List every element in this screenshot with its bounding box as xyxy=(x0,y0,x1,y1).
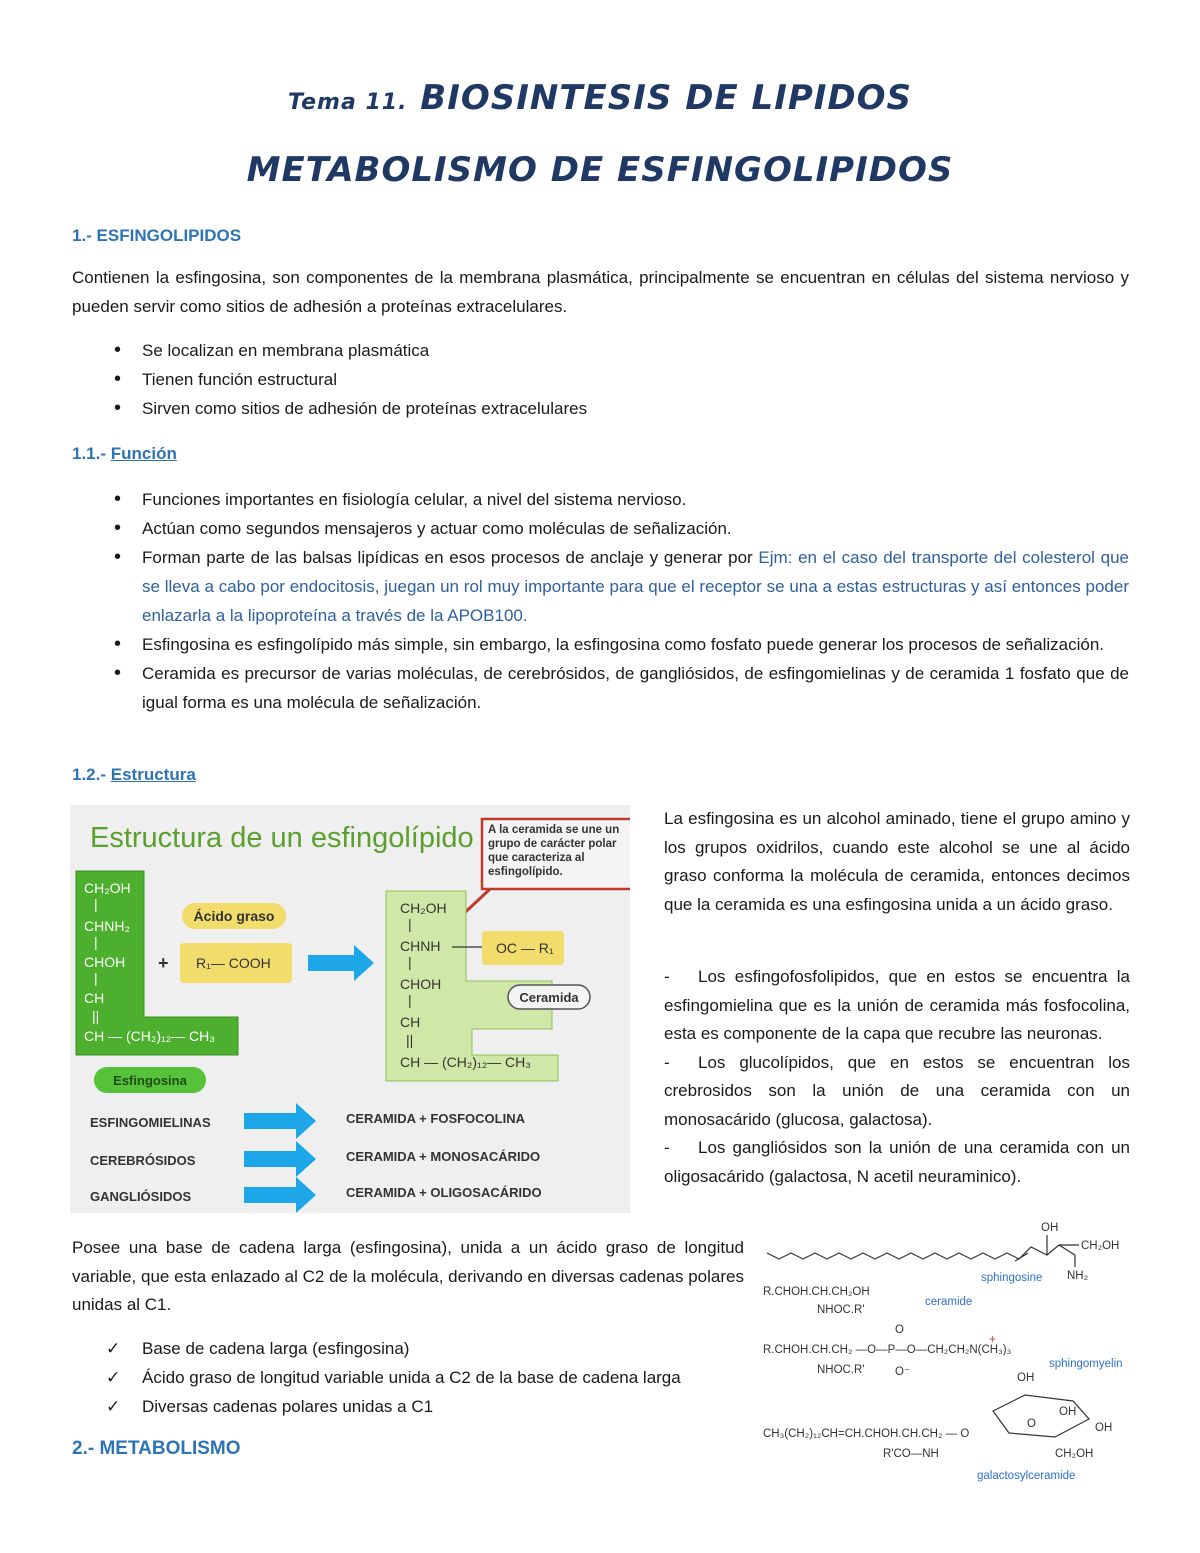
right-chain-chnh: CHNH xyxy=(400,938,441,954)
left-chain-chnh2: CHNH₂ xyxy=(84,918,130,934)
acid-formula: R₁— COOH xyxy=(196,955,271,971)
sphingolipid-diagram xyxy=(70,805,630,1213)
section-1-intro: Contienen la esfingosina, son componentes de la membrana plasmática, principalmente se encuentran en células del sistema nervioso y pueden servir como sitios de adhesión a proteínas extracelulares. xyxy=(72,268,1129,316)
section-title-link[interactable]: Función xyxy=(110,444,177,463)
gc-ring-o: O xyxy=(1027,1418,1036,1430)
left-chain-choh: CHOH xyxy=(84,954,126,970)
row-left: ESFINGOMIELINAS xyxy=(90,1115,211,1130)
row-arrow-icon xyxy=(244,1177,316,1213)
figure-title: Estructura de un esfingolípido xyxy=(90,822,474,854)
derivatives-table xyxy=(90,1111,542,1204)
ch2oh-label: CH₂OH xyxy=(1081,1240,1120,1252)
bond-line: | xyxy=(94,934,98,950)
right-chain-tail: CH — (CH₂)₁₂— CH₃ xyxy=(400,1054,531,1070)
plus-sign: + xyxy=(158,953,169,973)
row-right: CERAMIDA + MONOSACÁRIDO xyxy=(346,1149,541,1164)
ceramida-label: Ceramida xyxy=(519,990,579,1005)
dash-item: - Los gangliósidos son la unión de una ceramida con un oligosacárido (galactosa, N acetil neuraminico). xyxy=(664,1138,1130,1186)
list-item xyxy=(72,543,1129,630)
bond-line: | xyxy=(408,916,412,932)
oh-label: OH xyxy=(1041,1222,1059,1234)
acid-label: Ácido graso xyxy=(193,908,275,924)
gc-oh3: OH xyxy=(1095,1422,1113,1434)
sphingosine-chain xyxy=(767,1245,1075,1259)
section-title-link[interactable]: Estructura xyxy=(110,765,196,784)
list-item: • Sirven como sitios de adhesión de proteínas extracelulares xyxy=(72,394,1129,423)
dash-list xyxy=(664,963,1130,1191)
check-item: ✓ Ácido graso de longitud variable unida a C2 de la base de cadena larga xyxy=(72,1363,772,1392)
left-chain-ch2oh: CH₂OH xyxy=(84,880,131,896)
left-chain-tail: CH — (CH₂)₁₂— CH₃ xyxy=(84,1028,215,1044)
galactosylceramide-formula: CH₃(CH₂)₁₂CH=CH.CHOH.CH.CH₂ — O xyxy=(763,1428,970,1440)
row-arrow-icon xyxy=(244,1103,316,1139)
ceramide-formula-sub: NHOC.R' xyxy=(817,1304,865,1316)
bond-line: | xyxy=(408,992,412,1008)
section-1-1-heading xyxy=(72,444,177,464)
dash-item: - Los esfingofosfolipidos, que en estos se encuentra la esfingomielina que es la unión de ceramida más fosfocolina, esta es componente de la capa que recubre las neuronas. xyxy=(664,967,1130,1043)
callout-text: A la ceramida se une un grupo de carácter polar que caracteriza al esfingolípido. xyxy=(488,824,620,878)
double-bond: || xyxy=(92,1008,100,1024)
nh2-label: NH₂ xyxy=(1067,1270,1089,1282)
sphingomyelin-label: sphingomyelin xyxy=(1049,1358,1123,1370)
gc-ch2oh: CH₂OH xyxy=(1055,1448,1094,1460)
section-1-heading: 1.- ESFINGOLIPIDOS xyxy=(72,226,242,245)
right-chain-choh: CHOH xyxy=(400,976,442,992)
check-list xyxy=(72,1334,772,1421)
plus-charge: + xyxy=(989,1334,996,1346)
title-main: BIOSINTESIS DE LIPIDOS xyxy=(420,78,913,118)
row-left: CEREBRÓSIDOS xyxy=(90,1153,196,1168)
title-prefix: Tema 11. xyxy=(287,90,408,115)
sphingolipid-structure-figure xyxy=(70,805,630,1213)
example-text: Ejm: en el caso del transporte del colesterol que se lleva a cabo por endocitosis, juegan un rol muy importante para que el receptor se una a estas estructuras y así entonces poder enlazarla a la lipoproteína a través de la APOB100. xyxy=(142,548,1129,625)
bullet-text: Forman parte de las balsas lipídicas en esos procesos de anclaje y generar por xyxy=(142,548,753,567)
oc-r-label: OC — R₁ xyxy=(496,940,554,956)
row-arrow-icon xyxy=(244,1141,316,1177)
page-title xyxy=(0,78,1200,118)
left-chain-ch: CH xyxy=(84,990,105,1006)
gc-oh1: OH xyxy=(1017,1372,1035,1384)
chem-diagram xyxy=(755,1215,1145,1485)
chemical-structures-figure xyxy=(755,1215,1145,1485)
right-chain-ch2oh: CH₂OH xyxy=(400,900,447,916)
sphingomyelin-formula-sub: NHOC.R' xyxy=(817,1364,865,1376)
list-item: • Se localizan en membrana plasmática xyxy=(72,336,1129,365)
sm-o-label: O xyxy=(895,1324,904,1336)
list-item: • Actúan como segundos mensajeros y actuar como moléculas de señalización. xyxy=(72,514,1129,543)
double-bond xyxy=(1015,1253,1028,1261)
reaction-arrow-icon xyxy=(308,945,374,981)
dash-item: - Los glucolípidos, que en estos se encuentran los crebrosidos son la unión de una ceramida con un monosacárido (glucosa, galactosa). xyxy=(664,1052,1130,1129)
galactosylceramide-formula-sub: R'CO—NH xyxy=(883,1448,939,1460)
list-item: • Esfingosina es esfingolípido más simple, sin embargo, la esfingosina como fosfato puede generar los procesos de señalización. xyxy=(72,630,1129,659)
check-item: ✓ Base de cadena larga (esfingosina) xyxy=(72,1334,772,1363)
bond-line: | xyxy=(94,970,98,986)
page-subtitle: METABOLISMO DE ESFINGOLIPIDOS xyxy=(246,150,954,190)
ceramide-label: ceramide xyxy=(925,1296,973,1308)
section-1-bullets xyxy=(72,336,1129,423)
cadena-paragraph: Posee una base de cadena larga (esfingosina), unida a un ácido graso de longitud variable, que esta enlazado al C2 de la molécula, derivando en diversas cadenas polares unidas al C1. xyxy=(72,1238,744,1314)
list-item: • Ceramida es precursor de varias moléculas, de cerebrósidos, de gangliósidos, de esfingomielinas y de ceramida 1 fosfato que de igual forma es una molécula de señalización. xyxy=(72,659,1129,717)
list-item: • Funciones importantes en fisiología celular, a nivel del sistema nervioso. xyxy=(72,485,1129,514)
section-1-2-heading xyxy=(72,765,196,785)
galactosylceramide-label: galactosylceramide xyxy=(977,1470,1076,1482)
double-bond: || xyxy=(406,1032,414,1048)
sphingomyelin-formula: R.CHOH.CH.CH₂ —O—P—O—CH₂CH₂N(CH₃)₃ xyxy=(763,1344,1012,1356)
ceramide-formula: R.CHOH.CH.CH₂OH xyxy=(763,1286,870,1298)
section-number: 1.2.- xyxy=(72,765,107,784)
sm-ominus-label: O⁻ xyxy=(895,1366,911,1378)
check-item: ✓ Diversas cadenas polares unidas a C1 xyxy=(72,1392,772,1421)
right-chain-ch: CH xyxy=(400,1014,421,1030)
section-number: 1.1.- xyxy=(72,444,107,463)
row-left: GANGLIÓSIDOS xyxy=(90,1189,192,1204)
row-right: CERAMIDA + FOSFOCOLINA xyxy=(346,1111,525,1126)
list-item: • Tienen función estructural xyxy=(72,365,1129,394)
esfingosina-label: Esfingosina xyxy=(113,1073,187,1088)
row-right: CERAMIDA + OLIGOSACÁRIDO xyxy=(346,1185,542,1200)
bond-line: | xyxy=(408,954,412,970)
estructura-paragraph: La esfingosina es un alcohol aminado, tiene el grupo amino y los grupos oxidrilos, cuando este alcohol se une al ácido graso conforma la molécula de ceramida, entonces decimos que la ceramida es una esfingosina unida a un ácido graso. xyxy=(664,809,1130,914)
section-1-1-bullets xyxy=(72,485,1129,717)
gc-oh2: OH xyxy=(1059,1406,1077,1418)
section-2-heading: 2.- METABOLISMO xyxy=(72,1438,241,1459)
bond-line: | xyxy=(94,896,98,912)
sphingosine-label: sphingosine xyxy=(981,1272,1043,1284)
